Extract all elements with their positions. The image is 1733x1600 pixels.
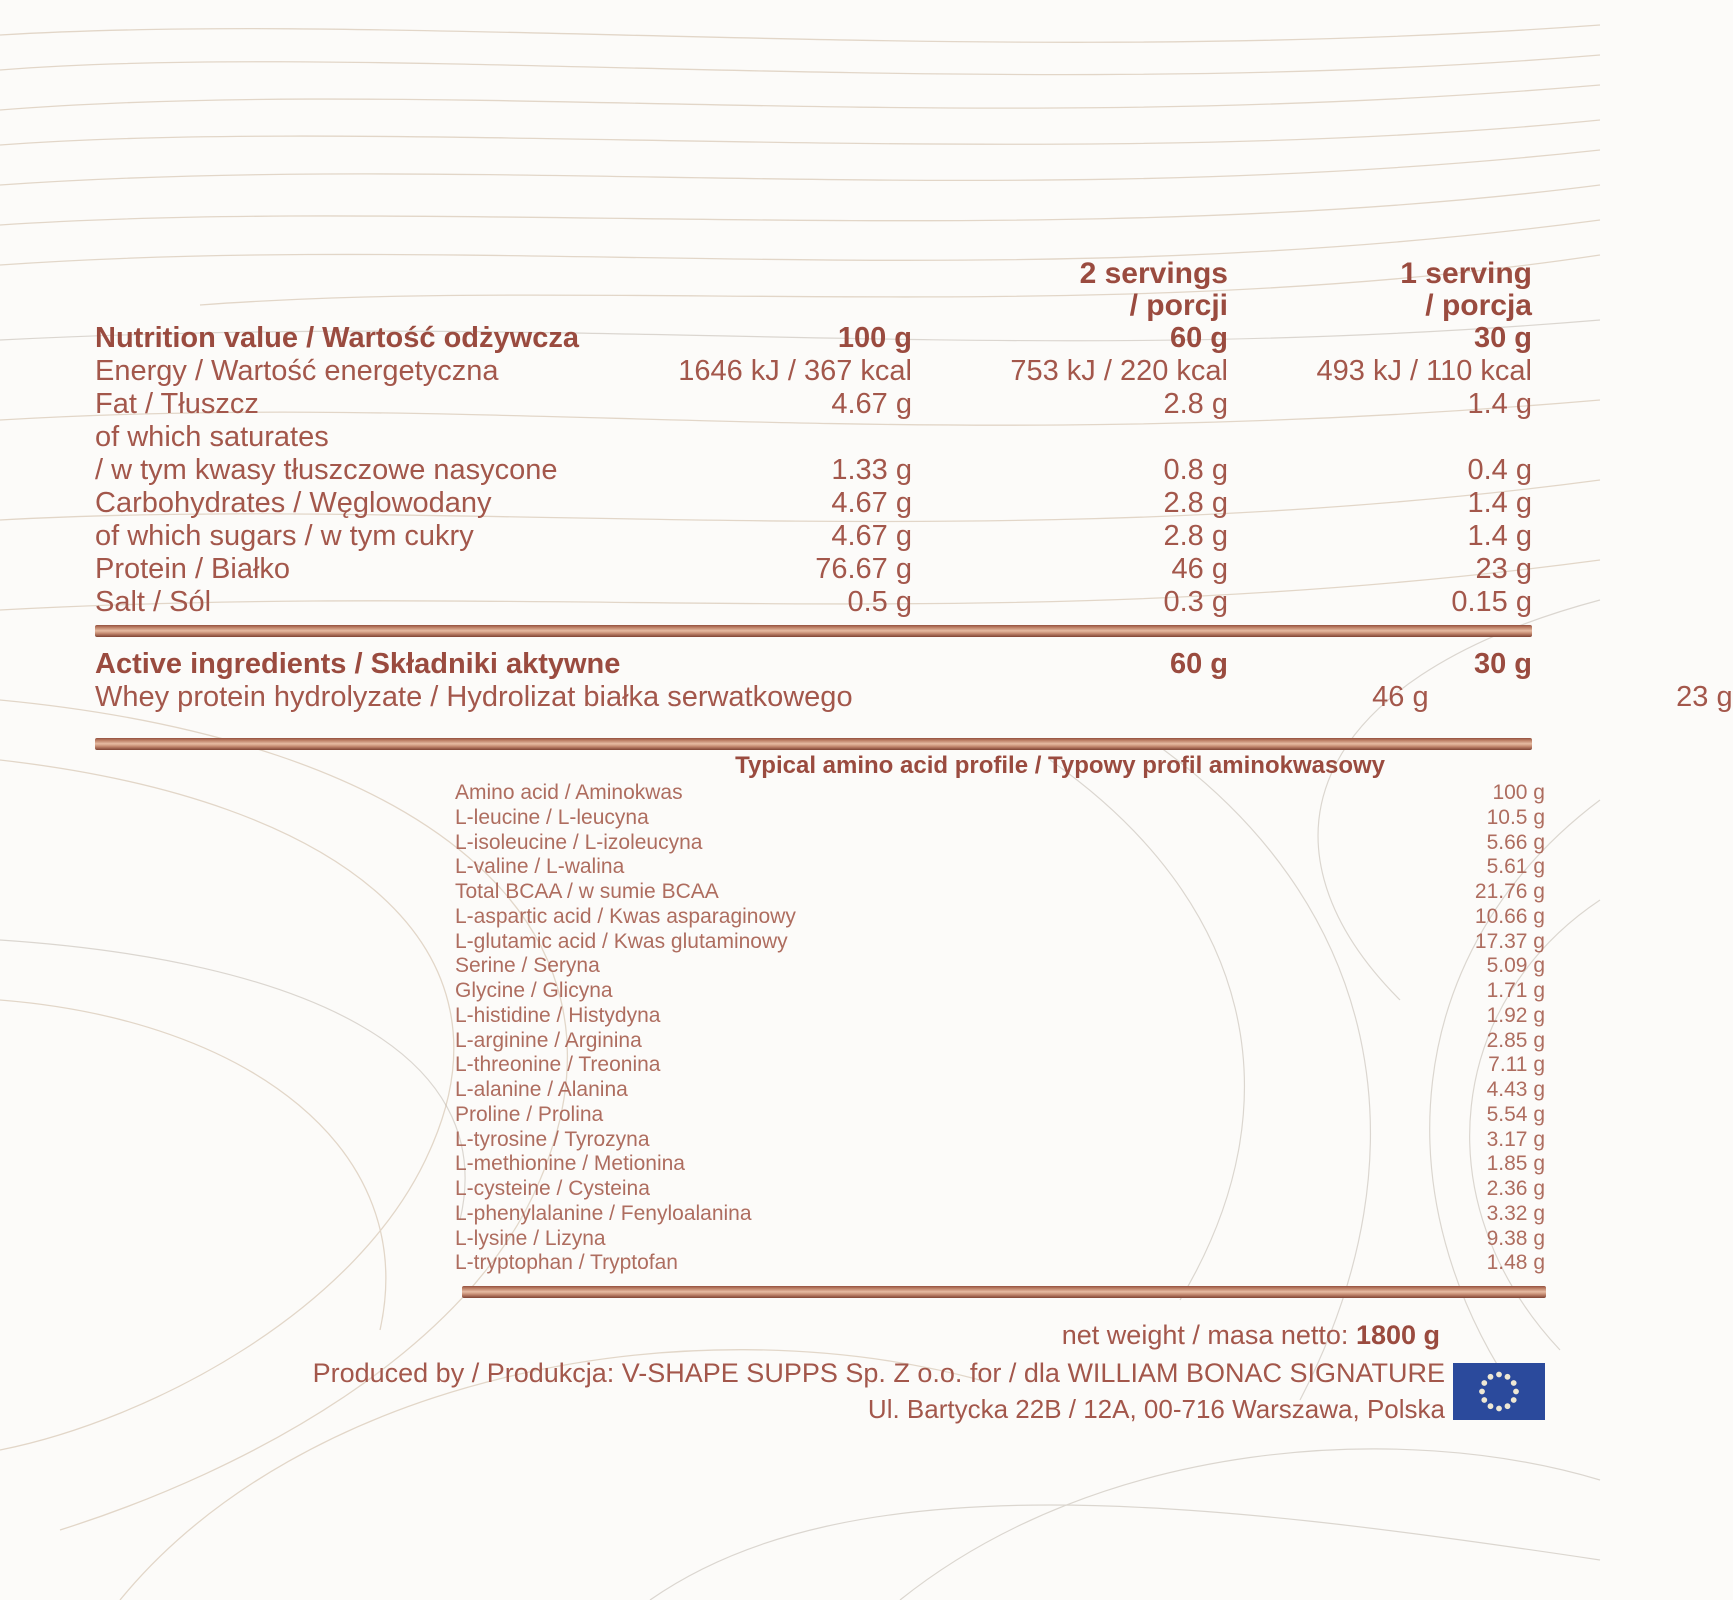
produced-by-line: Produced by / Produkcja: V-SHAPE SUPPS Sp. Z o.o. for / dla WILLIAM BONAC SIGNATURE — [312, 1358, 1445, 1388]
amino-value: 17.37 g — [1474, 929, 1545, 953]
separator-bar — [95, 738, 1532, 750]
value-per-30g: 23 g — [1475, 553, 1532, 585]
amino-row — [455, 1053, 1545, 1078]
amino-value: 5.54 g — [1486, 1102, 1545, 1126]
amino-row — [455, 1128, 1545, 1153]
amino-name: L-isoleucine / L-izoleucyna — [455, 830, 703, 854]
amino-value: 1.71 g — [1486, 979, 1545, 1002]
amino-row — [455, 1004, 1545, 1029]
amino-name: L-histidine / Histydyna — [455, 1003, 661, 1027]
amino-value: 4.43 g — [1486, 1078, 1545, 1101]
amino-row — [455, 1078, 1545, 1103]
amino-name: Amino acid / Aminokwas — [455, 781, 683, 804]
amino-row — [455, 1251, 1545, 1276]
nutrition-row-carbohydrates — [95, 487, 1532, 520]
amino-acid-table — [455, 781, 1545, 1276]
value-per-60g: 2.8 g — [1163, 520, 1228, 552]
col-100g-header: 100 g — [837, 322, 912, 354]
nutrient-name: Protein / Białko — [95, 553, 291, 585]
active-ingredient-row-whey — [95, 681, 1733, 714]
value-per-60g: 2.8 g — [1163, 388, 1228, 420]
amino-name: L-aspartic acid / Kwas asparaginowy — [455, 904, 796, 928]
nutrition-title-row — [95, 322, 1532, 355]
amino-name: L-cysteine / Cysteina — [455, 1177, 650, 1200]
col-30g-header: 30 g — [1473, 322, 1532, 354]
nutrient-name: Salt / Sól — [95, 586, 212, 618]
amino-value: 1.85 g — [1486, 1152, 1545, 1176]
amino-value: 2.85 g — [1486, 1028, 1545, 1052]
amino-name: L-threonine / Treonina — [455, 1053, 661, 1077]
amino-value: 10.5 g — [1486, 805, 1545, 829]
nutrition-row-protein — [95, 553, 1532, 586]
value-per-60g: 753 kJ / 220 kcal — [1010, 355, 1228, 387]
value-per-30g: 493 kJ / 110 kcal — [1316, 355, 1532, 387]
nutrition-row-sugars — [95, 520, 1532, 553]
amino-row — [455, 1177, 1545, 1202]
value-per-100g: 4.67 g — [831, 388, 912, 420]
nutrient-name: of which sugars / w tym cukry — [95, 520, 474, 552]
nutrient-name: Carbohydrates / Węglowodany — [95, 487, 492, 519]
amino-row — [455, 880, 1545, 905]
amino-row — [455, 979, 1545, 1004]
amino-row — [455, 1202, 1545, 1227]
value-per-30g: 23 g — [1676, 681, 1733, 713]
amino-row — [455, 781, 1545, 806]
amino-name: L-arginine / Arginina — [455, 1028, 642, 1052]
one-serving-line1: 1 serving — [1400, 257, 1532, 290]
two-servings-line1: 2 servings — [1079, 257, 1228, 290]
value-per-100g: 1646 kJ / 367 kcal — [678, 355, 912, 387]
value-per-100g: 4.67 g — [831, 520, 912, 552]
value-per-60g: 0.8 g — [1163, 454, 1228, 486]
value-per-60g: 2.8 g — [1163, 487, 1228, 519]
amino-value: 1.48 g — [1486, 1251, 1545, 1275]
amino-name: L-glutamic acid / Kwas glutaminowy — [455, 929, 788, 953]
nutrient-name: Fat / Tłuszcz — [95, 388, 259, 420]
value-per-60g: 46 g — [1171, 553, 1228, 585]
active-ingredients-title-row — [95, 648, 1532, 681]
nutrition-row-energy — [95, 355, 1532, 388]
amino-name: Glycine / Glicyna — [455, 979, 613, 1002]
net-weight-line — [1062, 1320, 1440, 1351]
amino-name: L-leucine / L-leucyna — [455, 805, 649, 829]
amino-value: 10.66 g — [1474, 904, 1545, 928]
nutrition-table — [95, 258, 1532, 619]
amino-row — [455, 806, 1545, 831]
amino-name: L-tyrosine / Tyrozyna — [455, 1127, 650, 1151]
net-weight-label: net weight / masa netto: — [1061, 1320, 1356, 1350]
amino-value: 21.76 g — [1474, 880, 1545, 903]
value-per-60g: 46 g — [1372, 681, 1429, 713]
amino-name: L-tryptophan / Tryptofan — [455, 1251, 678, 1275]
value-per-30g: 1.4 g — [1467, 388, 1532, 420]
amino-name: Serine / Seryna — [455, 954, 600, 978]
value-per-100g: 76.67 g — [815, 553, 912, 585]
amino-row — [455, 1227, 1545, 1252]
value-per-60g: 0.3 g — [1163, 586, 1228, 618]
amino-value: 5.09 g — [1486, 954, 1545, 978]
amino-name: L-alanine / Alanina — [455, 1078, 628, 1101]
amino-name: L-methionine / Metionina — [455, 1152, 685, 1176]
amino-value: 2.36 g — [1486, 1177, 1545, 1200]
amino-row — [455, 855, 1545, 880]
manufacturer-address: Ul. Bartycka 22B / 12A, 00-716 Warszawa, Polska — [867, 1394, 1445, 1424]
col-60g-header: 60 g — [1169, 322, 1228, 354]
amino-value: 7.11 g — [1488, 1053, 1545, 1077]
two-servings-header — [912, 258, 1228, 322]
value-per-100g: 4.67 g — [831, 487, 912, 519]
amino-row — [455, 831, 1545, 856]
eu-flag-icon — [1453, 1363, 1545, 1420]
amino-value: 3.32 g — [1486, 1201, 1545, 1225]
amino-row — [455, 930, 1545, 955]
amino-row — [455, 905, 1545, 930]
amino-value: 1.92 g — [1486, 1003, 1545, 1027]
value-per-100g: 0.5 g — [847, 586, 912, 618]
two-servings-line2: / porcji — [1129, 289, 1228, 322]
value-per-30g: 0.4 g — [1467, 454, 1532, 486]
value-per-30g: 1.4 g — [1467, 487, 1532, 519]
amino-name: L-valine / L-walina — [455, 855, 625, 879]
amino-value: 9.38 g — [1486, 1226, 1545, 1250]
net-weight-value: 1800 g — [1355, 1320, 1440, 1350]
nutrition-table-title: Nutrition value / Wartość odżywcza — [95, 322, 579, 354]
nutrition-row-fat — [95, 388, 1532, 421]
one-serving-header — [1228, 258, 1532, 322]
active-ingredients-table — [95, 648, 1733, 714]
active-value-per-60g: 60 g — [1169, 648, 1228, 680]
separator-bar — [95, 625, 1532, 637]
value-per-30g: 0.15 g — [1451, 586, 1532, 618]
amino-name: Total BCAA / w sumie BCAA — [455, 880, 719, 903]
nutrient-name-line2: / w tym kwasy tłuszczowe nasycone — [95, 454, 558, 486]
amino-name: L-lysine / Lizyna — [455, 1226, 606, 1250]
amino-row — [455, 1152, 1545, 1177]
amino-name: L-phenylalanine / Fenyloalanina — [455, 1201, 752, 1225]
value-per-100g: 1.33 g — [831, 454, 912, 486]
nutrition-row-saturates — [95, 421, 1532, 487]
amino-row — [455, 1029, 1545, 1054]
amino-profile-title: Typical amino acid profile / Typowy profil aminokwasowy — [735, 752, 1385, 779]
amino-value: 100 g — [1492, 781, 1545, 804]
amino-row — [455, 954, 1545, 979]
separator-bar — [462, 1286, 1546, 1298]
servings-header-row — [95, 258, 1532, 322]
amino-value: 5.61 g — [1486, 855, 1545, 879]
amino-row — [455, 1103, 1545, 1128]
active-ingredients-title: Active ingredients / Składniki aktywne — [95, 648, 621, 680]
amino-value: 5.66 g — [1486, 830, 1545, 854]
nutrition-row-salt — [95, 586, 1532, 619]
one-serving-line2: / porcja — [1425, 289, 1532, 322]
value-per-30g: 1.4 g — [1467, 520, 1532, 552]
nutrient-name-line1: of which saturates — [95, 421, 329, 453]
amino-name: Proline / Prolina — [455, 1102, 604, 1126]
ingredient-name: Whey protein hydrolyzate / Hydrolizat białka serwatkowego — [95, 681, 853, 713]
nutrient-name: Energy / Wartość energetyczna — [95, 355, 499, 387]
active-value-per-30g: 30 g — [1473, 648, 1532, 680]
amino-value: 3.17 g — [1486, 1127, 1545, 1151]
